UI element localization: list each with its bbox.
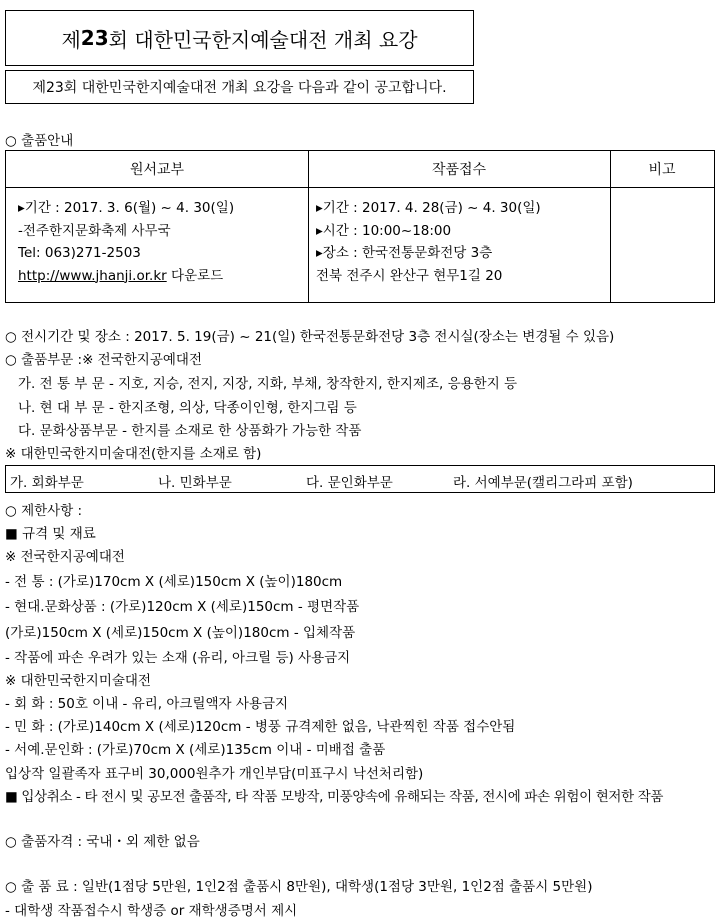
exhibition-line: ○ 전시기간 및 장소 : 2017. 5. 19(금) ~ 21(일) 한국전통문화전당 3층 전시실(장소는 변경될 수 있음) [5, 329, 615, 345]
table-divider [6, 187, 714, 188]
category-item: 라. 서예부문(캘리그라피 포함) [453, 475, 633, 491]
title-number: 23 [80, 26, 109, 50]
cell-line [18, 265, 234, 288]
website-link[interactable]: http://www.jhanji.or.kr [18, 267, 167, 284]
table-header: 원서교부 [129, 162, 185, 178]
cell-line: ▸장소 : 한국전통문화전당 3층 [316, 245, 493, 261]
restriction-line: ※ 대한민국한지미술대전 [5, 673, 152, 689]
fee-note-line: - 대학생 작품접수시 학생증 or 재학생증명서 제시 [5, 903, 298, 919]
subtitle: 제23회 대한민국한지예술대전 개최 요강을 다음과 같이 공고합니다. [5, 70, 474, 104]
page-title [5, 10, 474, 66]
link-suffix: 다운로드 [166, 267, 224, 284]
restriction-line: - 회 화 : 50호 이내 - 유리, 아크릴액자 사용금지 [5, 696, 289, 712]
table-cell-reception [316, 197, 541, 287]
cell-line: ▸기간 : 2017. 4. 28(금) ~ 4. 30(일) [316, 200, 541, 216]
restriction-line: ※ 전국한지공예대전 [5, 549, 125, 565]
category-item: 다. 문화상품부문 - 한지를 소재로 한 상품화가 가능한 작품 [18, 423, 362, 439]
category-item: 가. 전 통 부 문 - 지호, 지승, 전지, 지장, 지화, 부채, 창작한지, 한지제조, 응용한지 등 [18, 376, 518, 392]
restriction-line: (가로)150cm X (세로)150cm X (높이)180cm - 입체작품 [5, 625, 356, 641]
category-item: 가. 회화부문 [10, 475, 84, 491]
restriction-line: ■ 규격 및 재료 [5, 526, 96, 542]
title-suffix: 회 대한민국한지예술대전 개최 요강 [108, 27, 418, 52]
cell-line: -전주한지문화축제 사무국 [18, 222, 171, 239]
restriction-line: - 작품에 파손 우려가 있는 소재 (유리, 아크릴 등) 사용금지 [5, 650, 351, 666]
art-contest-line: ※ 대한민국한지미술대전(한지를 소재로 함) [5, 446, 262, 462]
restriction-line: - 전 통 : (가로)170cm X (세로)150cm X (높이)180cm [5, 574, 343, 590]
section-submission: ○ 출품안내 [5, 133, 74, 149]
category-item: 나. 현 대 부 문 - 한지조형, 의상, 닥종이인형, 한지그림 등 [18, 400, 357, 416]
category-box [5, 465, 715, 493]
restriction-line: - 현대.문화상품 : (가로)120cm X (세로)150cm - 평면작품 [5, 599, 360, 615]
restriction-line: ○ 제한사항 : [5, 503, 83, 519]
cancellation-line: ■ 입상취소 - 타 전시 및 공모전 출품작, 타 작품 모방작, 미풍양속에 유해되는 작품, 전시에 파손 위험이 현저한 작품 [5, 789, 664, 805]
cell-line: Tel: 063)271-2503 [18, 245, 141, 261]
restriction-line: 입상작 일괄족자 표구비 30,000원추가 개인부담(미표구시 낙선처리함) [5, 766, 424, 782]
eligibility-line: ○ 출품자격 : 국내・외 제한 없음 [5, 834, 200, 850]
category-item: 다. 문인화부문 [306, 475, 393, 491]
category-item: 나. 민화부문 [158, 475, 232, 491]
cell-line: ▸시간 : 10:00~18:00 [316, 222, 452, 239]
restriction-line: - 민 화 : (가로)140cm X (세로)120cm - 병풍 규격제한 없음, 낙관찍힌 작품 접수안됨 [5, 719, 516, 735]
title-prefix: 제 [61, 27, 81, 52]
submission-table [5, 150, 715, 303]
category-line: ○ 출품부문 :※ 전국한지공예대전 [5, 352, 203, 368]
restriction-line: - 서예.문인화 : (가로)70cm X (세로)135cm 이내 - 미배접 출품 [5, 742, 386, 758]
cell-line: ▸기간 : 2017. 3. 6(월) ~ 4. 30(일) [18, 200, 235, 216]
cell-line: 전북 전주시 완산구 현무1길 20 [316, 267, 503, 284]
fee-line: ○ 출 품 료 : 일반(1점당 5만원, 1인2점 출품시 8만원), 대학생(1점당 3만원, 1인2점 출품시 5만원) [5, 879, 593, 895]
table-header: 비고 [648, 162, 676, 178]
table-header: 작품접수 [431, 162, 487, 178]
table-cell-application [18, 197, 234, 287]
